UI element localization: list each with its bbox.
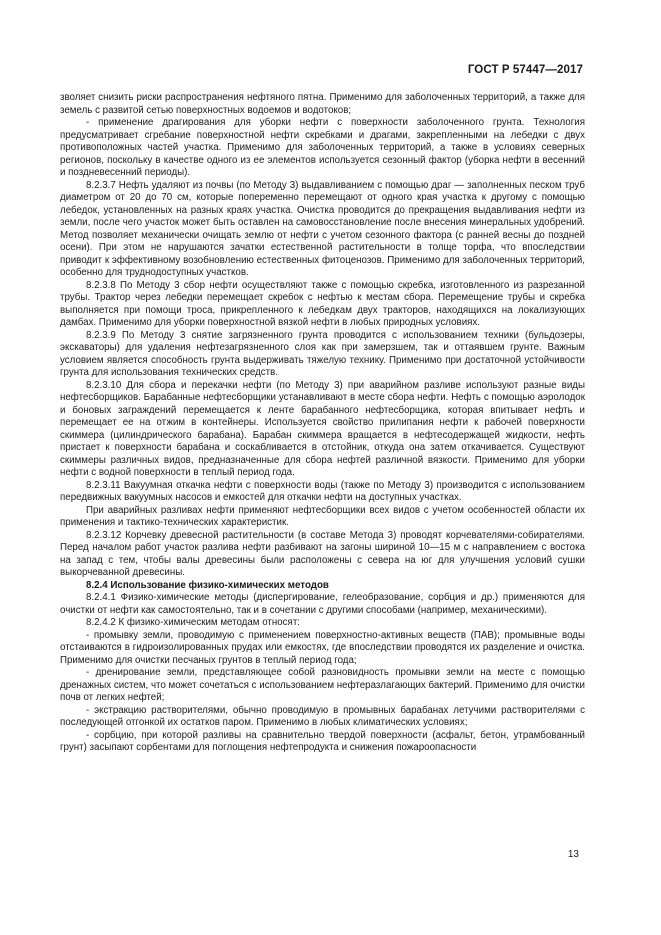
paragraph: 8.2.3.10 Для сбора и перекачки нефти (по Методу 3) при аварийном разливе используют разные виды нефтесборщиков. Барабанные нефтесборщики устанавливают в месте сбора нефти. Нефть с помощью аэролодок и боновых заграждений перемещается к ленте барабанного нефтесборщика, которая впитывает нефть и перемещает ее на отжим в контейнеры. Используется свойство прилипания нефти к рабочей поверхности скиммера (цилиндрического барабана). Барабан скиммера вращается в нефтесодержащей жидкости, нефть пристает к поверхности барабана и соскабливается в отстойник, откуда она затем откачивается. Существуют скиммеры различных видов, предназначенные для сбора нефтей различной вязкости. Применимо для уборки нефти с водной поверхности в теплый период года. (60, 379, 585, 478)
paragraph: 8.2.4.2 К физико-химическим методам относят: (86, 617, 301, 628)
section-heading: 8.2.4 Использование физико-химических методов (86, 579, 329, 591)
document-code-header: ГОСТ Р 57447—2017 (467, 64, 583, 76)
page-body (60, 92, 585, 755)
list-item: - дренирование земли, представляющее собой разновидность промывки земли на месте с помощью дренажных систем, что может сочетаться с использованием нефтеразлагающих бактерий. Применимо для очистки почв от легких нефтей; (60, 667, 585, 703)
paragraph: 8.2.3.11 Вакуумная откачка нефти с поверхности воды (также по Методу 3) производится с использованием передвижных вакуумных насосов и емкостей для откачки нефти на доступных участках. (60, 479, 585, 503)
list-item: - промывку земли, проводимую с применением поверхностно-активных веществ (ПАВ); промывные воды отстаиваются в гидроизолированных прудах или емкостях, где впоследствии проводятся их разделение и очистка. Применимо для очистки песчаных грунтов в теплый период года; (60, 629, 585, 666)
paragraph: зволяет снизить риски распространения нефтяного пятна. Применимо для заболоченных территорий, а также для земель с развитой сетью поверхностных водоемов и водотоков; (60, 92, 585, 116)
list-item: - экстракцию растворителями, обычно проводимую в промывных барабанах летучими растворителями с последующей отгонкой их остатков паром. Применимо в любых климатических условиях; (60, 704, 585, 728)
paragraph: 8.2.3.12 Корчевку древесной растительности (в составе Метода 3) проводят корчевателями-собирателями. Перед началом работ участок разлива нефти разбивают на загоны шириной 10—15 м с направлением с востока на запад с тем, чтобы валы древесины были расположены с севера на юг для улучшения условий сушки выкорчеванной древесины. (60, 529, 585, 578)
page-number: 13 (567, 849, 579, 860)
paragraph: - применение драгирования для уборки нефти с поверхности заболоченного грунта. Технология предусматривает сгребание поверхностной нефти скребками и драгами, закрепленными на лебедки с двух противоположных частей участка. Применимо для заболоченных территорий, а также в условиях северных регионов, поскольку в качестве одного из ее элементов используется сезонный фактор (уборка нефти в весенний и поздневесенний периоды). (60, 117, 585, 178)
paragraph: 8.2.3.7 Нефть удаляют из почвы (по Методу 3) выдавливанием с помощью драг — заполненных песком труб диаметром от 20 до 70 см, которые попеременно перемещают от одного края участка к другому с помощью лебедок, установленных на разных краях участка. Очистка проводится до прекращения выдавливания нефти из земли, после чего участок может быть оставлен на самовосстановление после внесения минеральных удобрений. Метод позволяет механически очищать землю от нефти с учетом сезонного фактора (с ранней весны до поздней осени). При этом не нарушаются зачатки естественной растительности в толще торфа, что впоследствии приводит к эффективному возобновлению естественных фитоценозов. Применимо для заболоченных территорий, особенно для труднодоступных участков. (60, 179, 585, 278)
paragraph: При аварийных разливах нефти применяют нефтесборщики всех видов с учетом особенностей области их применения и тактико-технических характеристик. (60, 504, 585, 528)
paragraph: 8.2.4.1 Физико-химические методы (диспергирование, гелеобразование, сорбция и др.) применяются для очистки от нефти как самостоятельно, так и в сочетании с другими способами (например, механическими). (60, 592, 585, 616)
paragraph: 8.2.3.9 По Методу 3 снятие загрязненного грунта проводится с использованием техники (бульдозеры, экскаваторы) для удаления нефтезагрязненного слоя как при замерзшем, так и оттаявшем грунте. Важным условием является способность грунта выдерживать тяжелую технику. Применимо при достаточной устойчивости грунта для использования технических средств. (60, 329, 585, 378)
paragraph: 8.2.3.8 По Методу 3 сбор нефти осуществляют также с помощью скребка, изготовленного из разрезанной трубы. Трактор через лебедки перемещает скребок с нефтью к местам сбора. Перемещение трубы и скребка выполняется при помощи троса, прикрепленного к лебедкам двух тракторов, находящихся на локализующих дамбах. Применимо для уборки поверхностной вязкой нефти в любых природных условиях. (60, 279, 585, 328)
list-item: - сорбцию, при которой разливы на сравнительно твердой поверхности (асфальт, бетон, утрамбованный грунт) засыпают сорбентами для поглощения нефтепродукта и снижения пожароопасности (60, 729, 585, 753)
